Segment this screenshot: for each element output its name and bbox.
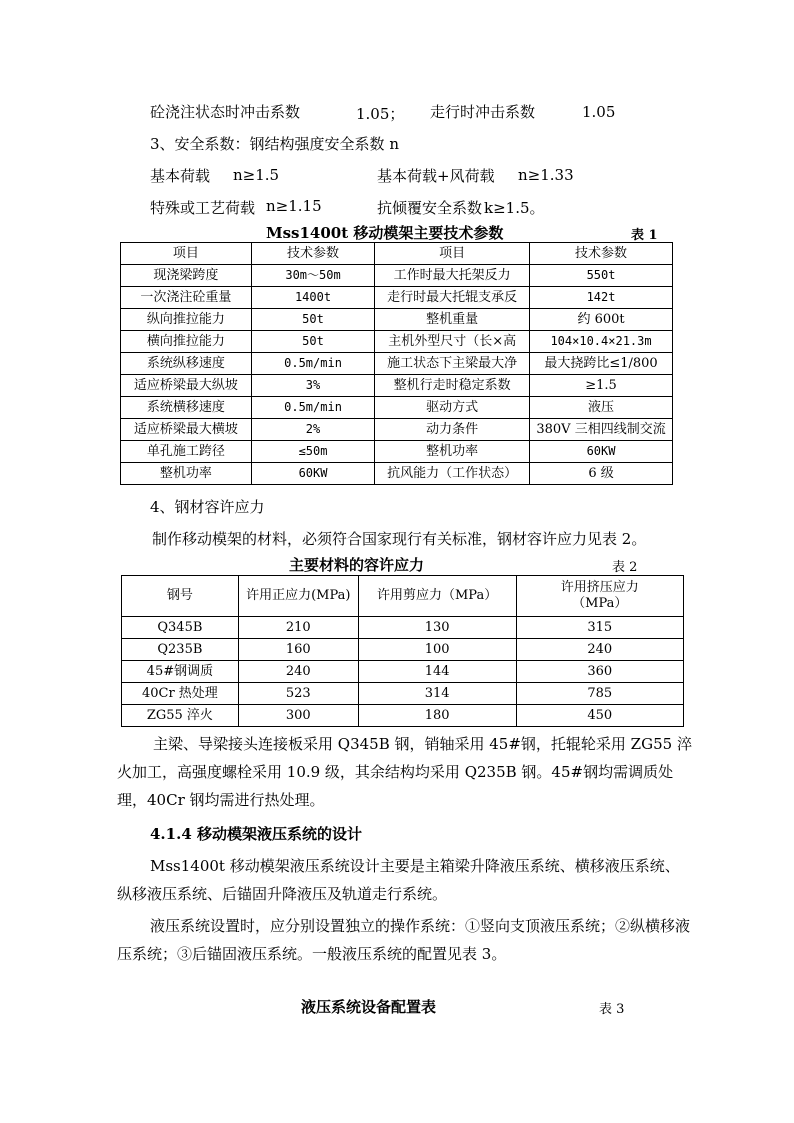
- table-cell: 现浇梁跨度: [121, 265, 252, 287]
- hydraulic-setup-paragraph: 液压系统设置时，应分别设置独立的操作系统：①竖向支顶液压系统；②纵横移液压系统；③后锚固液压系统。一般液压系统的配置见表 3。: [117, 917, 691, 963]
- table-cell: 144: [358, 661, 516, 683]
- table-cell: 主机外型尺寸（长×高: [375, 331, 530, 353]
- impact-coeff-pour-label: 砼浇注状态时冲击系数: [150, 103, 301, 121]
- table-header-cell: 技术参数: [251, 243, 374, 265]
- table1-tag: 表 1: [631, 228, 658, 243]
- table-cell: 适应桥梁最大纵坡: [121, 375, 252, 397]
- table-cell: 130: [358, 617, 516, 639]
- table-cell: 6 级: [530, 463, 673, 485]
- safety-basic-label: 基本荷载: [150, 167, 211, 185]
- table-row: [121, 463, 673, 485]
- table-cell: 104×10.4×21.3m: [530, 331, 673, 353]
- tech-params-table: [120, 242, 673, 485]
- table-cell: 整机功率: [121, 463, 252, 485]
- table-cell: 60KW: [251, 463, 374, 485]
- table-cell: 最大挠跨比≤1/800: [530, 353, 673, 375]
- table-cell: 160: [238, 639, 358, 661]
- table-row: [121, 331, 673, 353]
- table-row: [122, 639, 684, 661]
- table-row: [121, 353, 673, 375]
- steel-intro: 制作移动模架的材料，必须符合国家现行有关标准，钢材容许应力见表 2。: [152, 530, 647, 548]
- table-cell: 523: [238, 683, 358, 705]
- table-cell: 动力条件: [375, 419, 530, 441]
- table-cell: 240: [238, 661, 358, 683]
- table-header-cell: 技术参数: [530, 243, 673, 265]
- table-header-cell: 许用正应力(MPa): [238, 576, 358, 617]
- hydraulic-paragraph: Mss1400t 移动模架液压系统设计主要是主箱梁升降液压系统、横移液压系统、纵移液压系统、后锚固升降液压及轨道走行系统。: [117, 857, 680, 903]
- safety-overturn-value: k≥1.5。: [484, 199, 545, 217]
- table3-tag: 表 3: [599, 1002, 625, 1017]
- table-row: [121, 265, 673, 287]
- safety-special-value: n≥1.15: [266, 197, 322, 215]
- table-cell: 整机行走时稳定系数: [375, 375, 530, 397]
- table-cell: 50t: [251, 309, 374, 331]
- table-cell: Q345B: [122, 617, 239, 639]
- table-cell: 0.5m/min: [251, 353, 374, 375]
- table-cell: 315: [516, 617, 683, 639]
- table-row: [122, 661, 684, 683]
- table-row: [121, 375, 673, 397]
- table-cell: 142t: [530, 287, 673, 309]
- table-cell: 380V 三相四线制交流: [530, 419, 673, 441]
- table1-title: Mss1400t 移动模架主要技术参数: [266, 224, 504, 242]
- table-header-cell: 许用剪应力（MPa）: [358, 576, 516, 617]
- table-cell: Q235B: [122, 639, 239, 661]
- table-cell: 约 600t: [530, 309, 673, 331]
- table-cell: 1400t: [251, 287, 374, 309]
- allowable-stress-table: [121, 575, 684, 727]
- table-cell: 纵向推拉能力: [121, 309, 252, 331]
- safety-special-label: 特殊或工艺荷载: [150, 199, 256, 217]
- table-cell: ≥1.5: [530, 375, 673, 397]
- table-cell: 30m～50m: [251, 265, 374, 287]
- section-heading-hydraulic-design: 4.1.4 移动模架液压系统的设计: [150, 825, 362, 843]
- table-cell: 系统纵移速度: [121, 353, 252, 375]
- table-cell: 45#钢调质: [122, 661, 239, 683]
- table-header-row: [122, 576, 684, 617]
- table-row: [121, 419, 673, 441]
- table-cell: ZG55 淬火: [122, 705, 239, 727]
- table-cell: 整机重量: [375, 309, 530, 331]
- impact-coeff-travel-label: 走行时冲击系数: [430, 103, 536, 121]
- table-row: [121, 397, 673, 419]
- table-cell: 施工状态下主梁最大净: [375, 353, 530, 375]
- table-cell: 550t: [530, 265, 673, 287]
- table-cell: 工作时最大托架反力: [375, 265, 530, 287]
- table-cell: 240: [516, 639, 683, 661]
- table-cell: 一次浇注砼重量: [121, 287, 252, 309]
- table-cell: 785: [516, 683, 683, 705]
- table-row: [121, 441, 673, 463]
- table-cell: 180: [358, 705, 516, 727]
- table-cell: 适应桥梁最大横坡: [121, 419, 252, 441]
- table-cell: ≤50m: [251, 441, 374, 463]
- table-cell: 3%: [251, 375, 374, 397]
- table-cell: 100: [358, 639, 516, 661]
- table-cell: 抗风能力（工作状态）: [375, 463, 530, 485]
- table-cell: 走行时最大托辊支承反: [375, 287, 530, 309]
- table-header-cell: 钢号: [122, 576, 239, 617]
- table-cell: 50t: [251, 331, 374, 353]
- table-cell: 210: [238, 617, 358, 639]
- table-cell: 单孔施工跨径: [121, 441, 252, 463]
- table-cell: 整机功率: [375, 441, 530, 463]
- table2-title: 主要材料的容许应力: [289, 556, 425, 574]
- steel-heading: 4、钢材容许应力: [150, 498, 265, 516]
- table-cell: 450: [516, 705, 683, 727]
- safety-overturn-label: 抗倾覆安全系数: [377, 199, 483, 217]
- table-row: [122, 705, 684, 727]
- impact-coeff-travel-value: 1.05: [582, 103, 616, 121]
- table-cell: 系统横移速度: [121, 397, 252, 419]
- table-cell: 横向推拉能力: [121, 331, 252, 353]
- table-cell: 60KW: [530, 441, 673, 463]
- safety-basic-value: n≥1.5: [233, 166, 280, 184]
- table-cell: 0.5m/min: [251, 397, 374, 419]
- table-row: [121, 287, 673, 309]
- table-cell: 驱动方式: [375, 397, 530, 419]
- materials-paragraph: 主梁、导梁接头连接板采用 Q345B 钢，销轴采用 45#钢，托辊轮采用 ZG55 淬火加工，高强度螺栓采用 10.9 级，其余结构均采用 Q235B 钢。45#钢均需调质处理，40Cr 钢均需进行热处理。: [117, 735, 692, 809]
- safety-heading: 3、安全系数：钢结构强度安全系数 n: [150, 135, 399, 153]
- table-row: [122, 617, 684, 639]
- table-cell: 液压: [530, 397, 673, 419]
- safety-wind-value: n≥1.33: [518, 166, 574, 184]
- table-header-cell: 项目: [375, 243, 530, 265]
- table-row: [121, 309, 673, 331]
- table-header-row: [121, 243, 673, 265]
- table-cell: 40Cr 热处理: [122, 683, 239, 705]
- table-cell: 300: [238, 705, 358, 727]
- table-header-cell: 许用挤压应力 （MPa）: [516, 576, 683, 617]
- table3-title: 液压系统设备配置表: [301, 998, 437, 1016]
- impact-coeff-pour-value: 1.05；: [356, 105, 405, 123]
- table-header-cell: 项目: [121, 243, 252, 265]
- table-cell: 314: [358, 683, 516, 705]
- table-row: [122, 683, 684, 705]
- table-cell: 360: [516, 661, 683, 683]
- safety-wind-label: 基本荷载+风荷载: [377, 167, 495, 185]
- table-cell: 2%: [251, 419, 374, 441]
- table2-tag: 表 2: [612, 560, 638, 575]
